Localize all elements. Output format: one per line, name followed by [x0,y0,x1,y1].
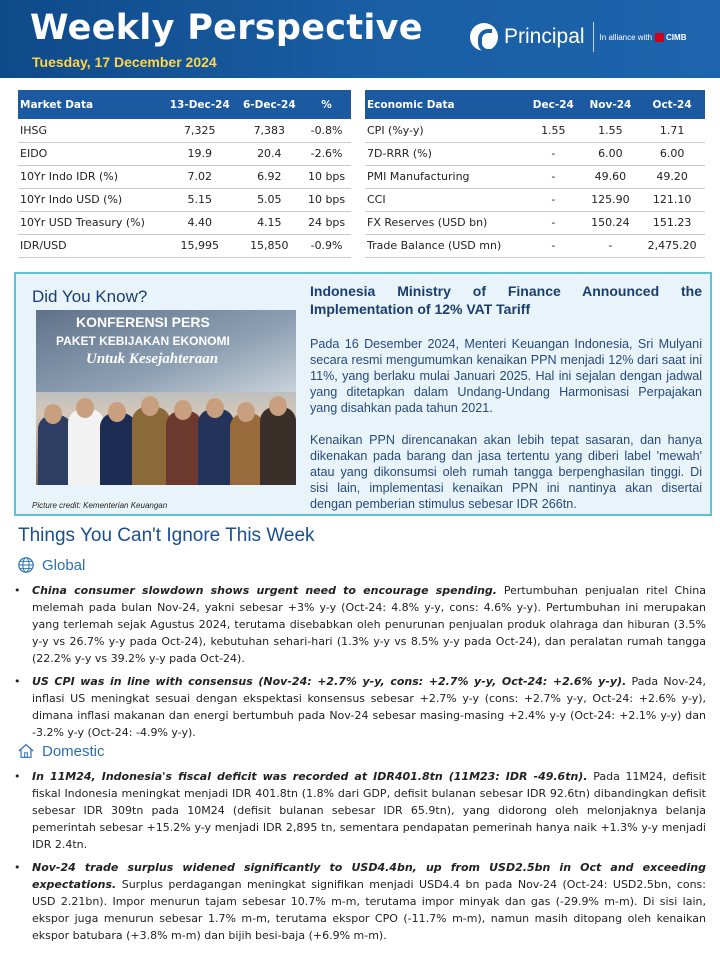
table-row [18,165,351,188]
table-cell: 125.90 [582,188,640,211]
news-lead: Nov-24 trade surplus widened significantly to USD4.4bn, up from USD2.5bn in Oct and exceeding expectations. [32,861,706,891]
column-header: Economic Data [365,90,525,119]
person-figure [68,409,104,485]
person-figure [198,409,234,485]
news-body: Pada Nov-24, inflasi US meningkat sesuai dengan ekspektasi konsensus sebesar +2.7% y-y (cons: +2.7% y-y, Oct-24: +2.6% y-y), dimana inflasi makanan dan energi bertumbuh pada Nov-24 sebesar masing-masing +2.4% y-y (Oct-24: +2.1% y-y) dan -3.2% y-y (Oct-24: -4.9% y-y). [32,675,706,739]
alliance-text: In alliance with [599,32,653,42]
principal-logo [470,22,686,52]
table-cell: 150.24 [582,211,640,234]
row-label: 10Yr Indo IDR (%) [18,165,163,188]
table-row [365,165,705,188]
table-cell: 15,850 [237,234,303,257]
row-label: FX Reserves (USD bn) [365,211,525,234]
table-cell: 7.02 [163,165,237,188]
column-header: Nov-24 [582,90,640,119]
did-you-know-paragraph: Kenaikan PPN direncanakan akan lebih tepat sasaran, dan hanya dikenakan pada barang dan jasa tertentu yang diberi label 'mewah' atau yang dikonsumsi oleh rumah tangga berpenghasilan tinggi. Di sisi lain, implementasi kenaikan PPN ini nantinya akan disertai dengan pemberian stimulus sebesar IDR 266tn. [310,433,702,511]
economic-data-table [365,90,705,258]
table-row [18,234,351,257]
principal-logo-icon [470,23,498,51]
table-cell: 2,475.20 [639,234,705,257]
photo-caption: Picture credit: Kementerian Keuangan [32,501,168,510]
table-row [365,211,705,234]
logo-divider [593,22,594,52]
press-conference-photo [36,310,296,485]
news-item [10,673,706,741]
section-title: Things You Can't Ignore This Week [18,525,315,546]
news-lead: China consumer slowdown shows urgent need to encourage spending. [32,584,497,597]
table-cell: - [525,142,582,165]
table-cell: 49.20 [639,165,705,188]
table-cell: - [582,234,640,257]
table-header-row [18,90,351,119]
table-cell: - [525,211,582,234]
table-row [18,142,351,165]
news-item [10,768,706,853]
home-icon [16,742,36,760]
column-header: 6-Dec-24 [237,90,303,119]
table-cell: 1.55 [525,119,582,142]
table-cell: 1.55 [582,119,640,142]
photo-text-line: KONFERENSI PERS [76,314,210,330]
news-lead: US CPI was in line with consensus (Nov-24: +2.7% y-y, cons: +2.7% y-y, Oct-24: +2.6% y-y). [32,675,627,688]
table-cell: - [525,165,582,188]
person-head [141,396,159,416]
publication-date: Tuesday, 17 December 2024 [32,54,217,70]
globe-icon [16,556,36,574]
table-cell: -0.9% [302,234,351,257]
table-cell: 7,383 [237,119,303,142]
table-row [18,211,351,234]
news-body: Pada 11M24, defisit fiskal Indonesia meningkat menjadi IDR 401.8tn (1.8% dari GDP, defisit bulanan sebesar IDR 92.6tn) dibandingkan defisit sebesar IDR 309tn pada 10M24 (defisit bulanan sebesar IDR 65.9tn), yang didorong oleh melonjaknya belanja pemerintah sebesar +15.2% y-y menjadi IDR 2,895 tn, sementara pendapatan pemerinah hanya naik +1.3% y-y menjadi IDR 2.4tn. [32,770,706,851]
table-row [365,119,705,142]
person-head [174,400,192,420]
table-row [18,188,351,211]
table-cell: 10 bps [302,188,351,211]
table-cell: 1.71 [639,119,705,142]
domestic-label: Domestic [42,742,105,760]
person-figure [260,407,296,485]
table-row [18,119,351,142]
person-head [76,398,94,418]
table-cell: 121.10 [639,188,705,211]
table-cell: 5.05 [237,188,303,211]
column-header: Market Data [18,90,163,119]
table-cell: 10 bps [302,165,351,188]
table-cell: - [525,234,582,257]
table-cell: 15,995 [163,234,237,257]
news-body: Pertumbuhan penjualan ritel China melemah pada bulan Nov-24, yakni sebesar +3% y-y (Oct-24: 4.8% y-y, cons: 4.6% y-y). Pertumbuhan ini merupakan yang terlemah sejak Agustus 2024, terutama disebabkan oleh penurunan penjualan produk olahraga dan hiburan (3.5% y-y vs 26.7% y-y pada Oct-24), kebutuhan sehari-hari (1.3% y-y vs 8.5% y-y pada Oct-24), dan peralatan rumah tangga (22.2% y-y vs 39.2% y-y pada Oct-24). [32,584,706,665]
column-header: Oct-24 [639,90,705,119]
row-label: PMI Manufacturing [365,165,525,188]
person-head [269,396,287,416]
person-figure [132,407,170,485]
alliance-label [600,33,687,42]
person-figure [38,415,72,485]
table-cell: 6.92 [237,165,303,188]
news-item [10,582,706,667]
person-figure [166,411,202,485]
table-cell: 24 bps [302,211,351,234]
row-label: CPI (%y-y) [365,119,525,142]
row-label: IDR/USD [18,234,163,257]
row-label: 10Yr USD Treasury (%) [18,211,163,234]
person-head [206,398,224,418]
page-title: Weekly Perspective [30,8,423,48]
row-label: Trade Balance (USD mn) [365,234,525,257]
domestic-section-header [16,742,105,760]
photo-banner [36,310,296,392]
person-figure [230,413,264,485]
news-item [10,859,706,944]
cimb-icon [655,33,664,42]
row-label: EIDO [18,142,163,165]
table-cell: 20.4 [237,142,303,165]
person-figure [100,413,136,485]
person-head [237,402,255,422]
column-header: 13-Dec-24 [163,90,237,119]
row-label: 10Yr Indo USD (%) [18,188,163,211]
cimb-text: CIMB [666,32,687,42]
table-cell: 6.00 [639,142,705,165]
table-cell: 7,325 [163,119,237,142]
did-you-know-headline: Indonesia Ministry of Finance Announced the Implementation of 12% VAT Tariff [310,283,702,317]
header-banner [0,0,720,78]
global-news-list [10,582,706,747]
news-body: Surplus perdagangan meningkat signifikan menjadi USD4.4 bn pada Nov-24 (Oct-24: USD2.5bn, cons: USD 2.21bn). Impor menurun tajam sebesar 10.7% m-m, terutama impor minyak dan gas (-29.9% m-m). Di sisi lain, ekspor juga menurun sebesar 1.7% m-m, terutama ekspor CPO (-11.7% m-m), namun masih ditopang oleh kenaikan ekspor batubara (+3.8% m-m) dan bijih besi-baja (+6.9% m-m). [32,878,706,942]
table-row [365,188,705,211]
photo-text-line: PAKET KEBIJAKAN EKONOMI [56,334,230,348]
domestic-news-list [10,768,706,950]
table-cell: 6.00 [582,142,640,165]
table-row [365,234,705,257]
column-header: Dec-24 [525,90,582,119]
table-cell: 4.15 [237,211,303,234]
did-you-know-title: Did You Know? [32,287,148,306]
table-cell: -0.8% [302,119,351,142]
table-cell: 49.60 [582,165,640,188]
market-data-table [18,90,351,258]
table-cell: 5.15 [163,188,237,211]
row-label: IHSG [18,119,163,142]
table-row [365,142,705,165]
global-label: Global [42,556,86,574]
table-cell: 4.40 [163,211,237,234]
photo-text-line: Untuk Kesejahteraan [86,351,219,367]
did-you-know-box [14,272,712,516]
table-header-row [365,90,705,119]
person-head [44,404,62,424]
table-cell: 151.23 [639,211,705,234]
person-head [108,402,126,422]
did-you-know-paragraph: Pada 16 Desember 2024, Menteri Keuangan Indonesia, Sri Mulyani secara resmi mengumumkan kenaikan PPN menjadi 12% dari saat ini 11%, yang berlaku mulai Januari 2025. Hal ini sejalan dengan jadwal yang ditetapkan dalam Undang-Undang Harmonisasi Perpajakan yang disahkan pada tahun 2021. [310,337,702,415]
logo-text: Principal [504,25,585,48]
table-cell: 19.9 [163,142,237,165]
global-section-header [16,556,85,574]
column-header: % [302,90,351,119]
table-cell: -2.6% [302,142,351,165]
row-label: CCI [365,188,525,211]
news-lead: In 11M24, Indonesia's fiscal deficit was recorded at IDR401.8tn (11M23: IDR -49.6tn). [32,770,588,783]
table-cell: - [525,188,582,211]
row-label: 7D-RRR (%) [365,142,525,165]
